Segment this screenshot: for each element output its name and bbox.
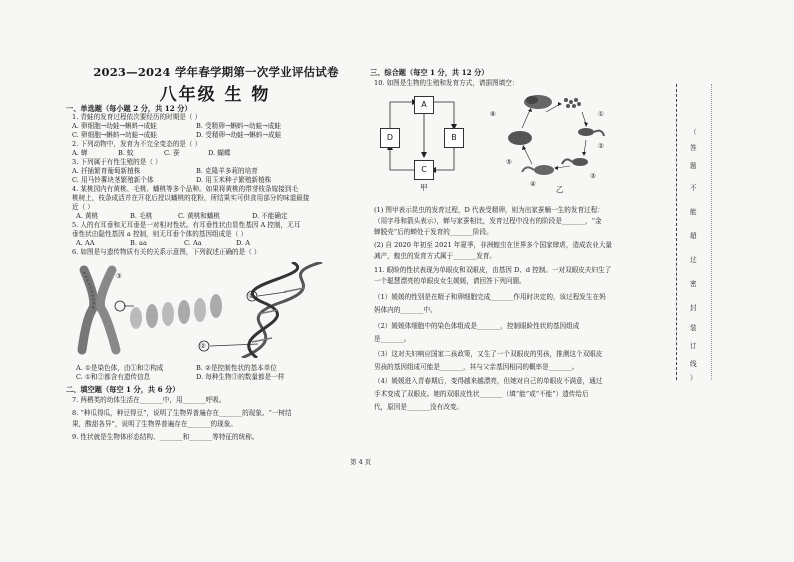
- binding-line: [676, 84, 677, 380]
- q11-1-line-1: （1）媛媛的性别是在精子和卵细胞完成_______作用时决定的，该过程发生在妈: [374, 293, 606, 301]
- stage-2: ②: [598, 142, 604, 150]
- q2-option-c: C. 蚕: [164, 149, 180, 157]
- q11-2-line-2: 是_______。: [374, 335, 411, 343]
- binding-line-outer: [711, 84, 712, 380]
- q5-option-c: C. Aa: [184, 239, 202, 247]
- binding-char: 不: [690, 184, 697, 192]
- stage-4: ④: [530, 180, 536, 188]
- label-jia: 甲: [420, 183, 428, 192]
- double-helix-image: [242, 262, 322, 358]
- q7-text: 7. 两栖类的幼体生活在_______中，用_______呼吸。: [72, 396, 226, 404]
- q2-stem: 2. 下列动物中，发育为不完全变态的是（ ）: [72, 140, 202, 148]
- diagram-box-b: B: [444, 128, 464, 148]
- chromosome-image: [82, 270, 116, 350]
- q4-stem-1: 4. 某桃园内有黄桃、毛桃、蟠桃等多个品种。如果将黄桃的带芽枝条嫁接到毛: [72, 185, 298, 193]
- diagram-box-a: A: [414, 96, 434, 114]
- q8-text-1: 8. “种瓜得瓜，种豆得豆”，说明了生物界普遍存在_______的现象。“一树结: [72, 409, 292, 417]
- q1-option-c: C. 卵细胞→蝌蚪→幼蛙→成蛙: [72, 131, 157, 139]
- binding-char: 装: [690, 324, 697, 332]
- q6-option-c: C. ①和②都含有遗传信息: [76, 373, 151, 381]
- q8-text-2: 果，酸甜各异”，说明了生物界普遍存在_______的现象。: [72, 420, 237, 428]
- q6-option-d: D. 每种生物③的数量都是一样: [196, 373, 285, 381]
- diagram-box-d: D: [380, 128, 400, 148]
- binding-char: （: [690, 128, 697, 136]
- q10-1-line-1: (1) 图甲表示昆虫的发育过程，D 代表受精卵，则为出家蚕蛹一生的发育过程：: [374, 206, 604, 214]
- q3-stem: 3. 下列属于有性生殖的是（ ）: [72, 158, 162, 166]
- q5-option-d: D. A: [236, 239, 251, 247]
- stage-6: ⑥: [490, 110, 496, 118]
- section-3-heading: 三、综合题（每空 1 分，共 12 分）: [370, 68, 489, 77]
- stage-3: ③: [590, 172, 596, 180]
- q2-option-b: B. 蚊: [118, 149, 134, 157]
- section-2-heading: 二、填空题（每空 1 分，共 6 分）: [66, 385, 180, 394]
- q4-option-a: A. 黄桃: [76, 212, 99, 220]
- q1-option-b: B. 受精卵→蝌蚪→幼蛙→成蛙: [196, 122, 281, 130]
- label-yi: 乙: [556, 185, 564, 194]
- q11-1-line-2: 妈体内的_______中。: [374, 306, 437, 314]
- q11-stem-1: 11. 眼睑的性状表现为单眼皮和双眼皮，由基因 D、d 控制。一对双眼皮夫妇生了: [374, 266, 612, 274]
- q3-option-a: A. 扦插繁育葡萄新植株: [72, 167, 141, 175]
- binding-char: 超: [690, 232, 697, 240]
- q6-label-1: ①: [248, 292, 254, 300]
- q6-label-2: ②: [200, 342, 206, 350]
- q11-3-line-1: （3）这对夫妇响应国家二孩政策，又生了一个双眼皮的男孩，推测这个双眼皮: [374, 350, 603, 358]
- q1-stem: 1. 青蛙的发育过程依次要经历的时期是（ ）: [72, 113, 202, 121]
- binding-char: ）: [690, 374, 697, 382]
- q2-option-a: A. 蝉: [72, 149, 88, 157]
- stage-1: ①: [598, 110, 604, 118]
- section-1-heading: 一、单选题（每小题 2 分，共 12 分）: [66, 104, 192, 113]
- diagram-box-c: C: [414, 160, 434, 180]
- q11-3-line-2: 男孩的基因组成可能是_______，其与父亲基因相同的概率是_______。: [374, 363, 579, 371]
- binding-char: 过: [690, 256, 697, 264]
- q10-2-line-1: (2) 自 2020 年初至 2021 年夏季，非洲蝗虫在世界多个国家肆虐，造成农业大量: [374, 241, 613, 249]
- binding-char: 密: [690, 280, 697, 288]
- exam-title: 2023—2024 学年春学期第一次学业评估试卷: [93, 65, 339, 79]
- stage-5: ⑤: [506, 158, 512, 166]
- q4-option-b: B. 毛桃: [130, 212, 153, 220]
- q10-1-line-3: 蝉脱壳”后的蝉处于发育的_______阶段。: [374, 228, 493, 236]
- q11-4-line-1: （4）媛媛进入青春期后，变得越来越漂亮，但她对自己的单眼皮不满意，通过: [374, 377, 603, 385]
- coiled-dna-image: [130, 294, 222, 329]
- q6-stem: 6. 如图是与遗传物质有关的关系示意图，下列叙述正确的是（ ）: [72, 248, 261, 256]
- q5-stem-2: 垂性状由隐性基因 a 控制，则无耳垂个体的基因组成是（ ）: [72, 230, 248, 238]
- q3-option-c: C. 用马铃薯块茎繁殖新个体: [72, 176, 154, 184]
- q10-stem: 10. 如图是生物的生殖和发育方式，请据图填空：: [374, 79, 519, 87]
- q5-option-b: B. aa: [130, 239, 147, 247]
- q5-option-a: A. AA: [76, 239, 95, 247]
- q4-option-d: D. 不能确定: [252, 212, 288, 220]
- binding-char: 封: [690, 304, 697, 312]
- q6-option-a: A. ①是染色体，由①和②构成: [76, 364, 164, 372]
- q4-stem-3: 近（ ）: [72, 203, 94, 211]
- q10-2-line-2: 减产，蝗虫的发育方式属于_______发育。: [374, 252, 496, 260]
- q10-1-line-2: （用字母和箭头表示），蝉与家蚕相比，发育过程中没有的阶段是_______，“金: [374, 217, 602, 225]
- q6-label-3: ③: [116, 272, 122, 280]
- q11-4-line-3: 代，原因是_______没有改变。: [374, 403, 464, 411]
- q6-option-b: B. ②是控制性状的基本单位: [196, 364, 277, 372]
- binding-char: 线: [690, 360, 697, 368]
- binding-char: 订: [690, 342, 697, 350]
- q9-text: 9. 性状就是生物体形态结构、_______和_______等特征的统称。: [72, 433, 259, 441]
- q11-stem-2: 一个聪慧漂亮的单眼皮女生媛媛，请回答下列问题。: [374, 277, 526, 285]
- q5-stem-1: 5. 人的有耳垂和无耳垂是一对相对性状。有耳垂性状由显性基因 A 控制，无耳: [72, 221, 301, 229]
- q3-option-d: D. 用玉米种子繁殖新植株: [196, 176, 272, 184]
- q11-4-line-2: 手术变成了双眼皮。她的双眼皮性状_______（填“能”或“不能”）遗传给后: [374, 390, 589, 398]
- page-number: 第 4 页: [350, 458, 372, 466]
- q4-stem-2: 桃树上，枝条成活并在开花后授以蟠桃的花粉，所结果实可供食用部分的味道最接: [72, 194, 310, 202]
- binding-char: 能: [690, 208, 697, 216]
- q3-option-b: B. 克隆羊多莉的培育: [196, 167, 258, 175]
- subject-title: 八年级 生 物: [159, 85, 271, 105]
- q1-option-d: D. 受精卵→幼蛙→蝌蚪→成蛙: [196, 131, 282, 139]
- q1-option-a: A. 卵细胞→幼蛙→蝌蚪→成蛙: [72, 122, 157, 130]
- q11-2-line-1: （2）媛媛体细胞中的染色体组成是_______，控制眼睑性状的基因组成: [374, 322, 580, 330]
- q2-option-d: D. 蝴蝶: [208, 149, 231, 157]
- binding-char: 答: [690, 144, 697, 152]
- binding-char: 题: [690, 162, 697, 170]
- q4-option-c: C. 黄桃和蟠桃: [178, 212, 220, 220]
